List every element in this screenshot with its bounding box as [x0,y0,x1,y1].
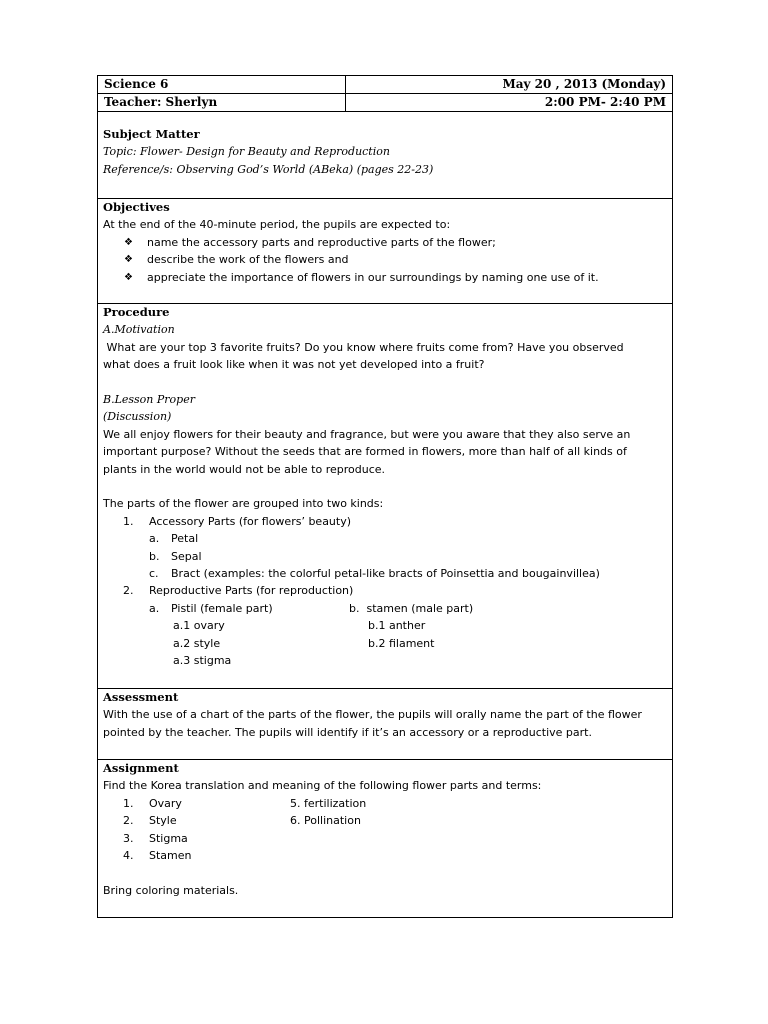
accessory-sub-item: a. Petal [149,532,199,546]
reproductive-parts-item: 2. Reproductive Parts (for reproduction) [123,584,354,598]
subject-cell: Science 6 [98,76,346,94]
sub-part-row: a.2 style b.2 filament [173,636,435,650]
objectives-section [97,199,673,304]
discussion-label: (Discussion) [103,410,172,424]
pistil-label: Pistil (female part) [171,601,273,615]
assignment-heading: Assignment [103,761,179,775]
parts-intro: The parts of the flower are grouped into two kinds: [103,497,384,511]
assessment-text: pointed by the teacher. The pupils will identify if it’s an accessory or a reproductive part. [103,725,592,739]
accessory-parts-item: 1. Accessory Parts (for flowers’ beauty) [123,514,352,528]
objective-item: ❖ name the accessory parts and reproductive parts of the flower; [103,234,667,251]
discussion-text: We all enjoy flowers for their beauty and fragrance, but were you aware that they also serve an [103,427,631,441]
objectives-intro: At the end of the 40-minute period, the pupils are expected to: [103,218,451,232]
pistil-stamen-row: a. Pistil (female part) b. stamen (male part) [103,600,667,617]
subject-matter-section [97,112,673,199]
accessory-sub-item: c. Bract (examples: the colorful petal-like bracts of Poinsettia and bougainvillea) [149,567,600,581]
assessment-heading: Assessment [103,690,179,704]
diamond-bullet-icon: ❖ [124,271,133,283]
teacher-cell: Teacher: Sherlyn [98,94,346,112]
assignment-item: 3. Stigma [123,831,188,845]
reference: Reference/s: Observing God’s World (ABeka) (pages 22-23) [103,162,434,176]
procedure-section [97,304,673,689]
motivation-label: A.Motivation [103,323,175,337]
subject-matter-heading: Subject Matter [103,127,200,141]
date-cell: May 20 , 2013 (Monday) [346,76,672,94]
assessment-text: With the use of a chart of the parts of the flower, the pupils will orally name the part of the flower [103,708,642,722]
assignment-intro: Find the Korea translation and meaning of the following flower parts and terms: [103,779,542,793]
diamond-bullet-icon: ❖ [124,236,133,248]
motivation-text: what does a fruit look like when it was not yet developed into a fruit? [103,358,485,372]
lesson-plan [97,75,673,918]
discussion-text: important purpose? Without the seeds that are formed in flowers, more than half of all kinds of [103,445,627,459]
discussion-text: plants in the world would not be able to reproduce. [103,462,386,476]
motivation-text: What are your top 3 favorite fruits? Do you know where fruits come from? Have you observed [103,340,624,354]
sub-part-row: a.1 ovary b.1 anther [173,619,426,633]
assignment-item: 2. Style 6. Pollination [123,814,361,828]
header-table [97,75,673,112]
accessory-sub-item: b. Sepal [149,549,202,563]
assignment-section [97,760,673,918]
assignment-item: 4. Stamen [123,849,192,863]
diamond-bullet-icon: ❖ [124,254,133,266]
sub-part-row: a.3 stigma [173,654,232,668]
objective-item: ❖ describe the work of the flowers and [103,251,667,268]
objective-item: ❖ appreciate the importance of flowers in our surroundings by naming one use of it. [103,269,667,286]
lesson-proper-label: B.Lesson Proper [103,393,195,407]
assignment-closing: Bring coloring materials. [103,883,239,897]
objectives-heading: Objectives [103,200,170,214]
procedure-heading: Procedure [103,305,170,319]
stamen-label: b. stamen (male part) [349,601,474,615]
assignment-item: 1. Ovary 5. fertilization [123,796,367,810]
time-cell: 2:00 PM- 2:40 PM [346,94,672,112]
topic: Topic: Flower- Design for Beauty and Reproduction [103,145,390,159]
assessment-section [97,689,673,760]
